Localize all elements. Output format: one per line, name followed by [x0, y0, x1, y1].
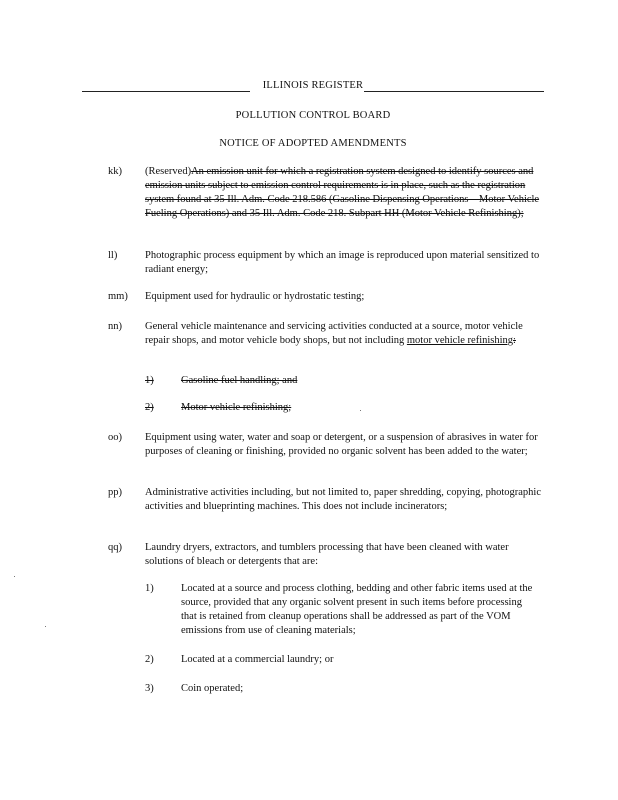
item-qq-sub3-text: Coin operated;: [181, 683, 244, 694]
item-kk-struck-text: An emission unit for which a registration system designed to identify sources and emission units subject to emission control requirements is in place, such as the registration system found at 35 Ill. Adm. Code 218.586 (Gasoline Dispensing Operations – Motor Vehicle Fueling Operations) and 35 Ill. Adm. Code 218. Subpart HH (Motor Vehicle Refinishing);: [145, 166, 540, 219]
item-qq-text: Laundry dryers, extractors, and tumblers processing that have been cleaned with water solutions of bleach or detergents that are:: [145, 542, 509, 567]
item-qq-sub1-num: 1): [145, 583, 154, 594]
scan-speck: [14, 576, 15, 577]
item-nn-sub2-num: 2): [145, 402, 154, 413]
item-qq-label: qq): [108, 542, 122, 553]
item-kk-text: [145, 165, 543, 221]
item-ll-text: Photographic process equipment by which an image is reproduced upon material sensitized to radiant energy;: [145, 250, 540, 275]
item-qq-sub2-num: 2): [145, 654, 154, 665]
board-title: POLLUTION CONTROL BOARD: [235, 110, 391, 121]
scan-speck: [45, 626, 46, 627]
item-nn-removed-colon: :: [513, 335, 516, 346]
item-ll-label: ll): [108, 250, 118, 261]
item-pp-label: pp): [108, 487, 122, 498]
item-nn-label: nn): [108, 321, 122, 332]
item-nn-sub1-text: Gasoline fuel handling; and: [181, 375, 298, 386]
register-title: ILLINOIS REGISTER: [262, 80, 364, 91]
item-qq-sub3-num: 3): [145, 683, 154, 694]
item-nn-sub2-text: Motor vehicle refinishing;: [181, 402, 292, 413]
item-pp-text: Administrative activities including, but not limited to, paper shredding, copying, photographic activities and blueprinting machines. This does not include incinerators;: [145, 487, 542, 512]
scan-speck: [360, 410, 361, 411]
item-kk-label: kk): [108, 166, 122, 177]
item-qq-sub1-text: Located at a source and process clothing, bedding and other fabric items used at the source, provided that any organic solvent present in such items before processing that is retained from cleanup operations shall be addressed as part of the VOM emissions from use of cleaning materials;: [181, 583, 533, 636]
notice-title: NOTICE OF ADOPTED AMENDMENTS: [219, 138, 407, 149]
item-kk-reserved: (Reserved): [145, 166, 192, 177]
item-qq-sub2-text: Located at a commercial laundry; or: [181, 654, 334, 665]
item-nn-sub1-num: 1): [145, 375, 154, 386]
item-mm-text: Equipment used for hydraulic or hydrostatic testing;: [145, 291, 365, 302]
item-nn-main-text: General vehicle maintenance and servicing activities conducted at a source, motor vehicle repair shops, and motor vehicle body shops, but not including: [145, 321, 523, 346]
item-nn-added-text: motor vehicle refinishing: [406, 335, 514, 346]
item-oo-text: Equipment using water, water and soap or detergent, or a suspension of abrasives in water for purposes of cleaning or finishing, provided no organic solvent has been added to the water;: [145, 432, 538, 457]
item-mm-label: mm): [108, 291, 128, 302]
item-nn-text: [145, 320, 543, 348]
item-oo-label: oo): [108, 432, 122, 443]
